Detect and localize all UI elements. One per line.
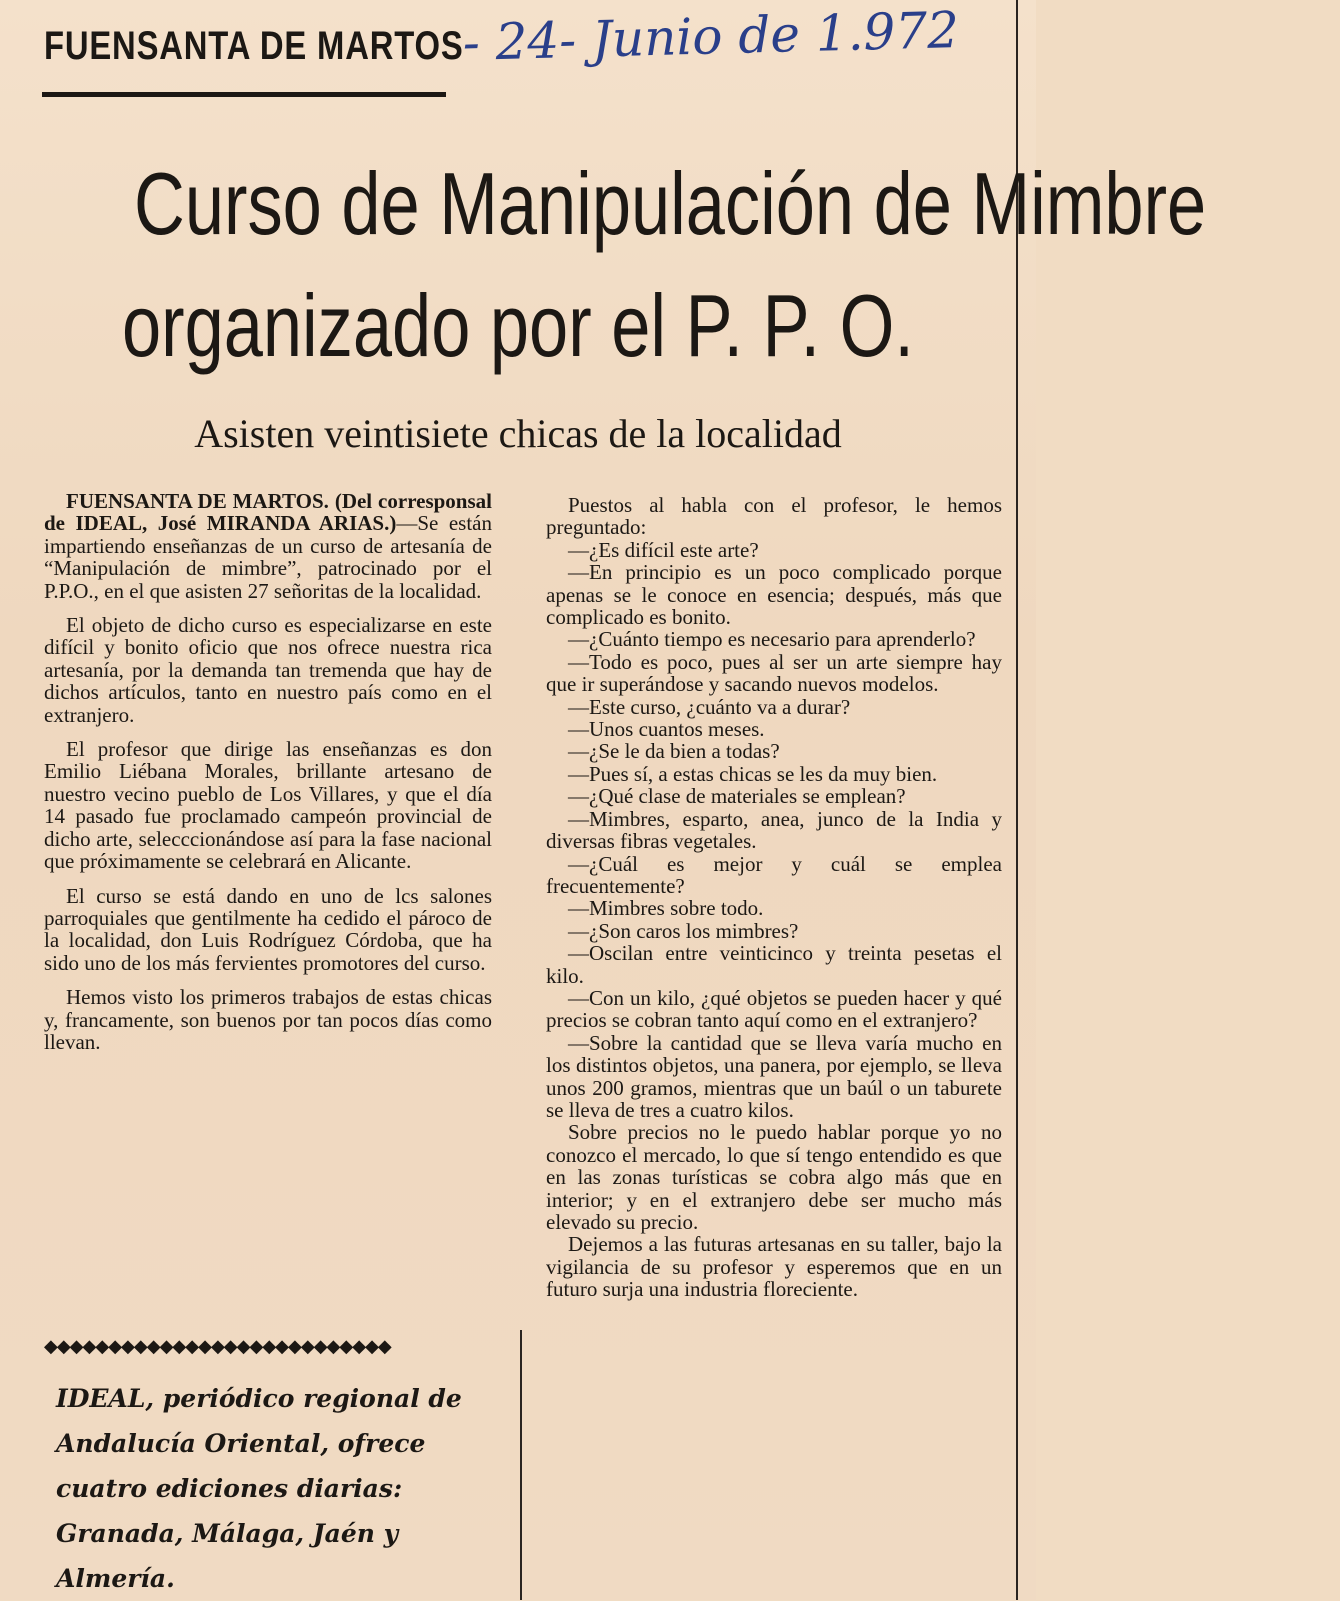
interview-question: —¿Son caros los mimbres? [568,918,799,943]
interview-intro: Puestos al habla con el profesor, le hemos preguntado: [546,493,1002,540]
interview-answer: Sobre precios no le puedo hablar porque yo no conozco el mercado, lo que sí tengo entendido es que en las zonas turísticas se cobra algo más que en interior; y en el extranjero debe ser mucho más elevado su precio. [546,1120,1002,1234]
interview-question: —¿Es difícil este arte? [568,537,759,562]
subheadline: Asisten veintisiete chicas de la localidad [194,411,842,456]
left-column [44,490,492,1065]
paragraph: Hemos visto los primeros trabajos de estas chicas y, francamente, son buenos por tan pocos días como llevan. [44,985,492,1054]
interview-answer: —En principio es un poco complicado porque apenas se le conoce en esencia; después, más que complicado es bonito. [546,560,1002,630]
headline-line-2: organizado por el P. P. O. [122,276,914,375]
interview-answer: —Sobre la cantidad que se lleva varía mucho en los distintos objetos, una panera, por ejemplo, se lleva unos 200 gramos, mientras que un baúl o un taburete se lleva de tres a cuatro kilos. [546,1030,1002,1122]
interview-answer: —Pues sí, a estas chicas se les da muy bien. [568,761,938,786]
section-underline [42,92,446,97]
interview-question: —¿Qué clase de materiales se emplean? [568,784,906,809]
interview-answer: —Oscilan entre veinticinco y treinta pesetas el kilo. [546,941,1002,988]
ideal-promo-box: IDEAL, periódico regional de Andalucía Oriental, ofrece cuatro ediciones diarias: Granada, Málaga, Jaén y Almería. [56,1384,462,1593]
section-title: FUENSANTA DE MARTOS [44,24,464,68]
interview-answer: —Mimbres, esparto, anea, junco de la India y diversas fibras vegetales. [546,806,1002,854]
paragraph: El objeto de dicho curso es especializarse en este difícil y bonito oficio que nos ofrece nuestra rica artesanía, por la demanda tan tremenda que hay de dichos artículos, tanto en nuestro país como en el extranjero. [44,613,492,727]
right-column [546,494,1002,1301]
interview-question: —¿Cuál es mejor y cuál se emplea frecuentemente? [546,851,1002,898]
handwritten-date: - 24- Junio de 1.972 [462,1,960,72]
closing-paragraph: Dejemos a las futuras artesanas en su taller, bajo la vigilancia de su profesor y esperemos que en un futuro surja una industria floreciente. [546,1232,1002,1302]
interview-question: —Este curso, ¿cuánto va a durar? [568,694,851,719]
column-divider [520,1330,522,1600]
interview-answer: —Unos cuantos meses. [568,717,765,742]
paragraph-lead: FUENSANTA DE MARTOS. (Del corresponsal de IDEAL, José MIRANDA ARIAS.)—Se están impartiendo enseñanzas de un curso de artesanía de “Manipulación de mimbre”, patrocinado por el P.P.O., en el que asisten 27 señoritas de la localidad. [44,489,492,603]
interview-answer: —Todo es poco, pues al ser un arte siempre hay que ir superándose y sacando nuevos modelos. [546,649,1002,697]
interview-answer: —Mimbres sobre todo. [568,896,764,921]
headline-line-1: Curso de Manipulación de Mimbre [134,154,1207,253]
ornament-divider: ◆◆◆◆◆◆◆◆◆◆◆◆◆◆◆◆◆◆◆◆◆◆◆◆◆◆◆ [44,1336,391,1356]
paragraph: El curso se está dando en uno de lcs salones parroquiales que gentilmente ha cedido el pároco de la localidad, don Luis Rodríguez Córdoba, que ha sido uno de los más fervientes promotores del curso. [44,883,492,975]
interview-question: —¿Cuánto tiempo es necesario para aprenderlo? [568,627,976,652]
paragraph: El profesor que dirige las enseñanzas es don Emilio Liébana Morales, brillante artesano de nuestro vecino pueblo de Los Villares, y que el día 14 pasado fue proclamado campeón provincial de dicho arte, selecccionándose así para la fase nacional que próximamente se celebrará en Alicante. [44,737,492,874]
dateline: FUENSANTA DE MARTOS. (Del corresponsal de IDEAL, José MIRANDA ARIAS.) [44,489,492,536]
interview-question: —¿Se le da bien a todas? [568,739,780,764]
interview-question: —Con un kilo, ¿qué objetos se pueden hacer y qué precios se cobran tanto aquí como en el extranjero? [546,985,1002,1033]
